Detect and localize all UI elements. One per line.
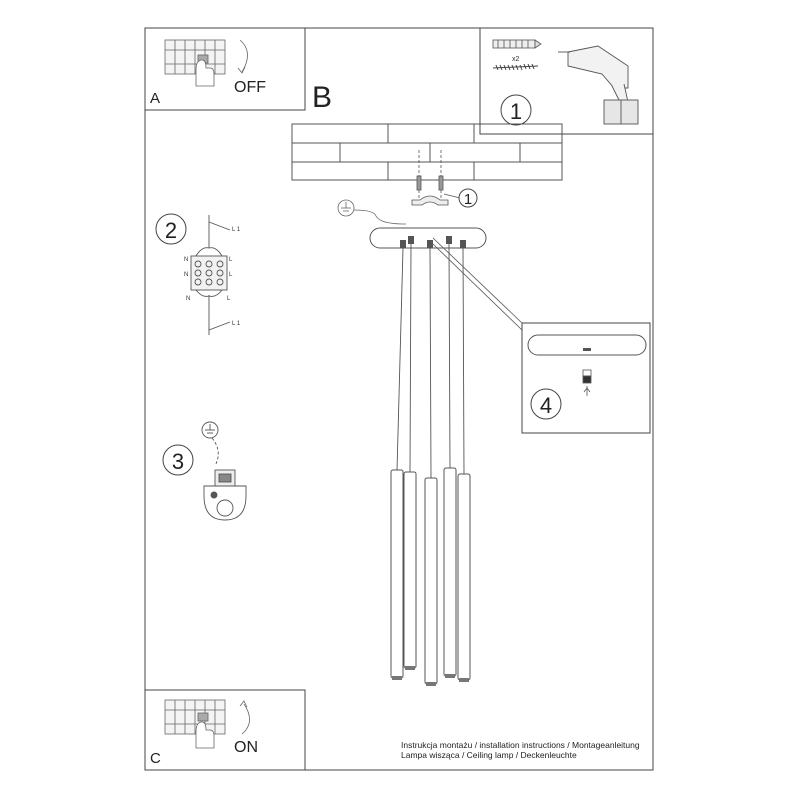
callout-1-leader: [444, 194, 460, 198]
wire-n-bottom-label: N: [186, 296, 191, 302]
wire-n-mid-label: N: [184, 272, 189, 278]
screw-anchor-icon: [493, 40, 541, 48]
pendant-tubes: [391, 468, 470, 684]
step-2-number: 2: [164, 218, 178, 243]
footer-caption: [401, 740, 640, 760]
ground-connection-icon: [202, 422, 246, 520]
wire-l1-top-label: L 1: [232, 227, 241, 233]
panel-c-action: ON: [234, 739, 258, 756]
panel-b-letter: B: [312, 81, 333, 114]
panel-a-action: OFF: [234, 79, 266, 96]
wire-l1-bottom-label: L 1: [232, 321, 241, 327]
detail-4-leader-bottom: [433, 244, 522, 330]
wire-n-top-label: N: [184, 257, 189, 263]
detail-4-screw-icon: [583, 370, 591, 396]
hardware-quantity: x2: [512, 56, 520, 63]
step-3-number: 3: [171, 449, 185, 474]
step-4-number: 4: [539, 393, 553, 418]
footer-line-1: Instrukcja montażu / installation instructions / Montageanleitung: [401, 740, 640, 750]
detail-4-leader-top: [433, 238, 522, 323]
step-1-number: 1: [509, 99, 523, 124]
wire-l-mid-label: L: [229, 272, 233, 278]
detail-4-canopy: [528, 335, 646, 355]
wire-l-bottom-label: L: [227, 296, 231, 302]
ground-symbol-icon: [338, 200, 406, 224]
step-1-callout-number: 1: [463, 191, 473, 208]
terminal-block-icon: [191, 215, 230, 335]
panel-c-letter: C: [150, 750, 161, 767]
detail-4-gland-slot: [583, 348, 591, 351]
panel-a-letter: A: [150, 90, 161, 107]
footer-line-2: Lampa wisząca / Ceiling lamp / Deckenleuchte: [401, 750, 577, 760]
pendant-cables: [397, 244, 464, 478]
wire-l-top-label: L: [229, 257, 233, 263]
mounting-bracket: [412, 196, 448, 205]
